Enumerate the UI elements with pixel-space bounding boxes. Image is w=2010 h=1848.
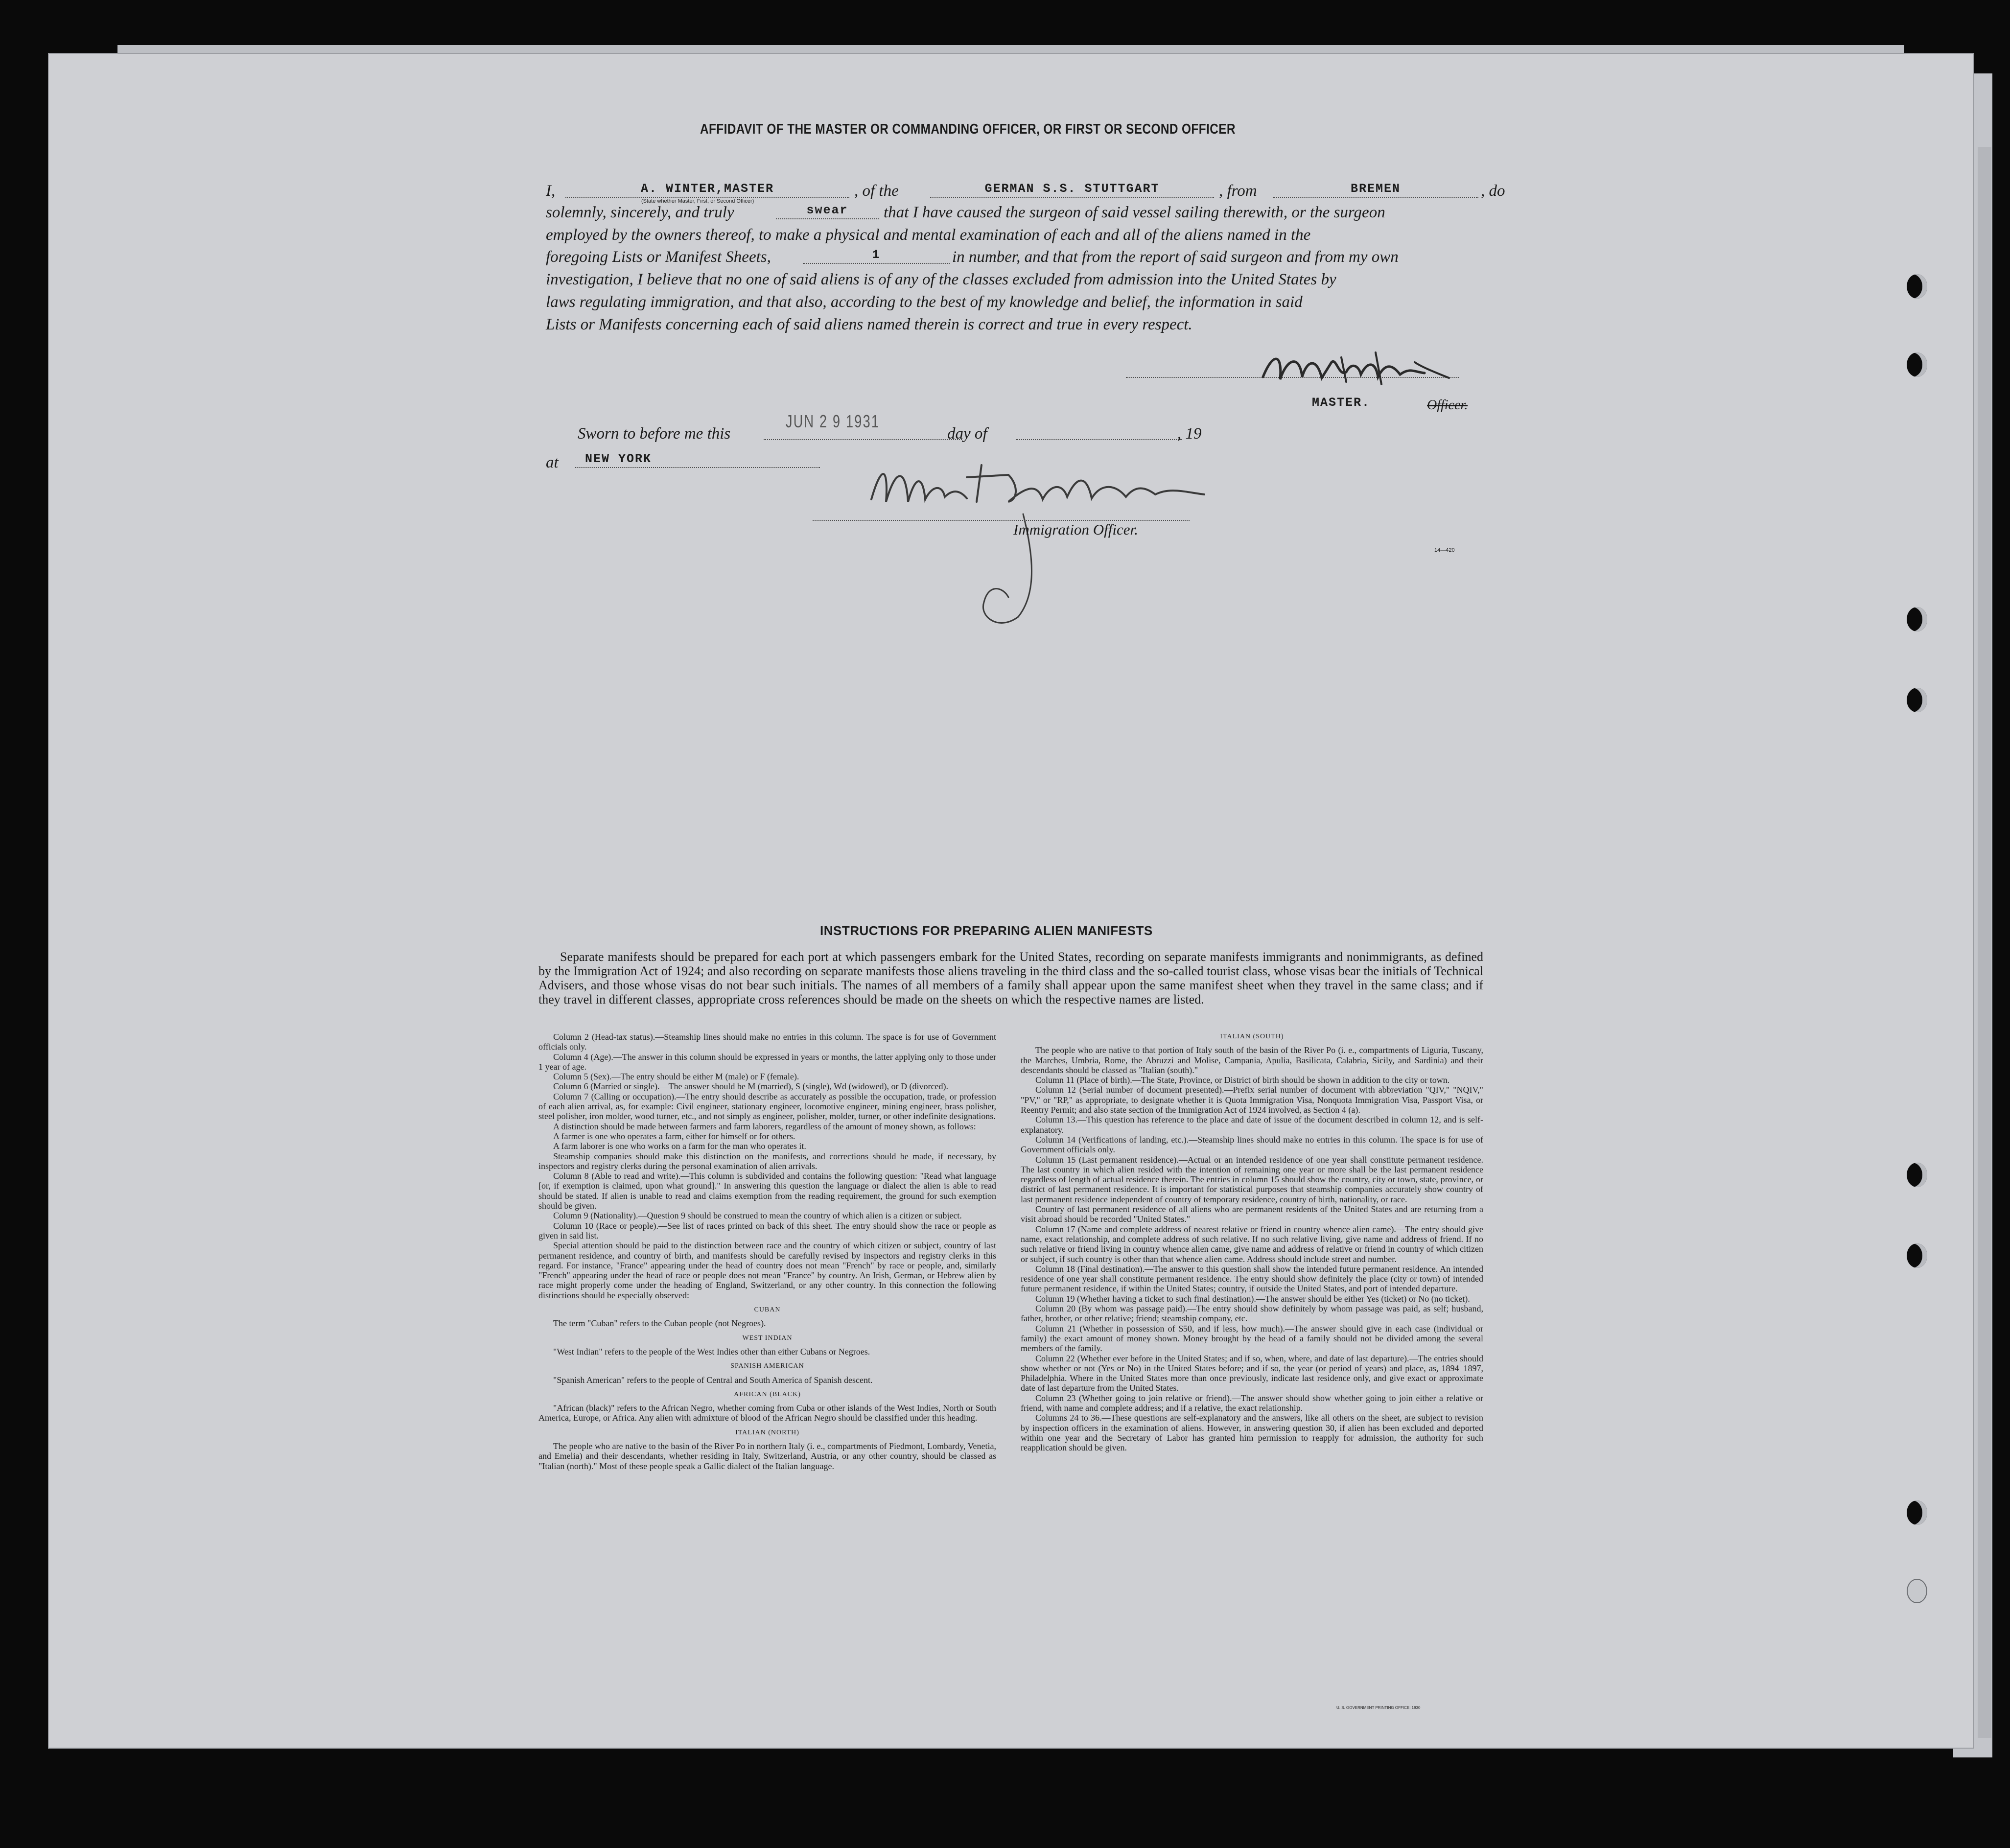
- heading-african: AFRICAN (BLACK): [734, 1390, 801, 1398]
- punch-hole: [1907, 1243, 1927, 1268]
- instruction-c17: Column 17 (Name and complete address of nearest relative or friend in country whence alien came).—The entry should give name, exact relationship, and complete address of such relative. If no such relative living, give name and address of friend. If no such relative or friend living in country whence alien came, give name and address of relative or friend in country of which citizen or subject, if such country is other than that whence alien came. Address should include street and number.: [1021, 1224, 1483, 1264]
- instruction-african: "African (black)" refers to the African Negro, whether coming from Cuba or other islands of the West Indies, North or South America, Europe, or Africa. Any alien with admixture of blood of the African Negro should be classified under this heading.: [538, 1403, 996, 1423]
- instruction-c15b: Country of last permanent residence of all aliens who are permanent residents of the United States and are returning from a visit abroad should be recorded "United States.": [1021, 1204, 1483, 1224]
- instruction-italian-north: The people who are native to the basin of the River Po in northern Italy (i. e., compartments of Piedmont, Lombardy, Venetia, and Emelia) and their descendants, whether residing in Italy, Switzerland, Austria, or any other country, should be classed as "Italian (north)." Most of these people speak a Gallic dialect of the Italian language.: [538, 1441, 996, 1471]
- instruction-c15: Column 15 (Last permanent residence).—Actual or an intended residence of one year shall constitute permanent residence. The last country in which alien resided with the intention of remaining one year or more shall be the last permanent residence regardless of length of actual residence therein. The entries in column 15 should show the country, city or town, state, province, or district of last permanent residence. It is important for statistical purposes that steamship companies accurately show country of last permanent residence independent of country of temporary residence, country of birth, nationality, or race.: [1021, 1154, 1483, 1204]
- instructions-left-column: [538, 1032, 996, 1471]
- instructions-intro: [538, 950, 1483, 1006]
- place-field: [575, 450, 820, 468]
- instruction-c9: Column 9 (Nationality).—Question 9 should be construed to mean the country of which alien is a citizen or subject.: [553, 1211, 962, 1221]
- instruction-c19: Column 19 (Whether having a ticket to such final destination).—The answer should be either Yes (ticket) or No (no ticket).: [1035, 1293, 1470, 1304]
- punch-hole: [1907, 352, 1927, 377]
- instruction-c2: Column 2 (Head-tax status).—Steamship lines should make no entries in this column. The space is for use of Government officials only.: [538, 1032, 996, 1052]
- day-of-text: day of: [947, 425, 987, 443]
- solemnly-text: solemnly, sincerely, and truly: [546, 204, 734, 221]
- immigration-officer-label: Immigration Officer.: [1013, 521, 1138, 538]
- sworn-day-line: [764, 439, 962, 440]
- affidavit-line-3: employed by the owners thereof, to make a physical and mental examination of each and all of the aliens named in the: [546, 226, 1311, 244]
- month-line: [1016, 439, 1182, 440]
- port-from: BREMEN: [1350, 182, 1401, 196]
- instruction-c18: Column 18 (Final destination).—The answer to this question shall show the intended future permanent residence. An intended residence of one year shall constitute permanent residence. The entry should show definitely the place (city or town) of intended future permanent residence, if within the United States; country, if outside the United States, and port of intended departure.: [1021, 1263, 1483, 1294]
- signer-title: MASTER.: [1312, 396, 1371, 410]
- affidavit-line-2: that I have caused the surgeon of said vessel sailing therewith, or the surgeon: [884, 204, 1385, 221]
- instruction-farmer: A farmer is one who operates a farm, either for himself or for others.: [553, 1131, 795, 1141]
- affidavit-title: AFFIDAVIT OF THE MASTER OR COMMANDING OFFICER, OR FIRST OR SECOND OFFICER: [700, 121, 1236, 137]
- instruction-c22: Column 22 (Whether ever before in the United States; and if so, when, where, and date of last departure).—The entries should show whether or not (Yes or No) in the United States before; and if so, the year (or period of years) and place, as, 1894–1897, Philadelphia. Where in the United States more than once previously, indicate last residence only, and give exact or approximate date of last departure from the United States.: [1021, 1353, 1483, 1393]
- form-number: 14—420: [1434, 547, 1455, 553]
- instruction-c4: Column 4 (Age).—The answer in this column should be expressed in years or months, the latter applying only to those under 1 year of age.: [538, 1052, 996, 1072]
- punch-hole: [1907, 688, 1927, 712]
- instruction-spanish-american: "Spanish American" refers to the people of Central and South America of Spanish descent.: [553, 1375, 873, 1385]
- sheet-count: 1: [872, 248, 881, 262]
- oath-word: swear: [806, 203, 848, 217]
- sworn-text: Sworn to before me this: [578, 425, 731, 443]
- instruction-italian-south: The people who are native to that portion of Italy south of the basin of the River Po (i. e., compartments of Liguria, Tuscany, the Marches, Umbria, Rome, the Abruzzi and Molise, Campania, Apulia, Basilicata, Calabria, Sicily, and Sardinia) and their descendants should be classed as "Italian (south).": [1021, 1045, 1483, 1075]
- instruction-c23: Column 23 (Whether going to join relative or friend).—The answer should show whether going to join either a relative or friend, with name and complete address; and if a relative, the exact relationship.: [1021, 1393, 1483, 1413]
- intro-paragraph: Separate manifests should be prepared for each port at which passengers embark for the United States, recording on separate manifests immigrants and nonimmigrants, as defined by the Immigration Act of 1924; and also recording on separate manifests those aliens traveling in the third class and the so-called tourist class, whose visas bear the initials of Technical Advisers, and those whose visas do not bear such initials. The names of all members of a family shall appear upon the same manifest sheet when they travel in the same class; and if they travel in different classes, appropriate cross references should be made on the sheets on which the respective names are listed.: [538, 950, 1483, 1006]
- instruction-west-indian: "West Indian" refers to the people of the West Indies other than either Cubans or Negroes.: [553, 1346, 870, 1357]
- instructions-right-column: [1021, 1032, 1483, 1452]
- affidavit-line-7: Lists or Manifests concerning each of said aliens named therein is correct and true in every respect.: [546, 316, 1192, 333]
- printing-office-note: U. S. GOVERNMENT PRINTING OFFICE: 1930: [1336, 1706, 1421, 1710]
- affidavit-line-5: investigation, I believe that no one of said aliens is of any of the classes excluded from admission into the United States by: [546, 271, 1336, 288]
- pronoun: I,: [546, 182, 556, 200]
- instruction-distinction: A distinction should be made between farmers and farm laborers, regardless of the amount of money shown, as follows:: [553, 1121, 976, 1131]
- of-the-text: , of the: [854, 182, 899, 200]
- instruction-c5: Column 5 (Sex).—The entry should be either M (male) or F (female).: [553, 1072, 799, 1082]
- under-sheet-right-2: [1978, 147, 1991, 1738]
- instruction-c6: Column 6 (Married or single).—The answer should be M (married), S (single), Wd (widowed), or D (divorced).: [553, 1081, 948, 1092]
- instruction-c7: Column 7 (Calling or occupation).—The entry should describe as accurately as possible the occupation, trade, or profession of each alien arrival, as, for example: Civil engineer, stationary engineer, locomotive engineer, mining engineer, brass polisher, steel polisher, iron molder, wood turner, etc., and not simply as engineer, polisher, molder, turner, or other indefinite designations.: [538, 1091, 996, 1122]
- punch-hole: [1907, 1500, 1927, 1525]
- master-name: A. WINTER,MASTER: [640, 182, 774, 196]
- instruction-c8: Column 8 (Able to read and write).—This column is subdivided and contains the following question: "Read what language [or, if exemption is claimed, upon what ground]." In answering this question the language or dialect the alien is able to read should be stated. If alien is unable to read and claims exemption from the reading requirement, the ground for such exemption should be given.: [538, 1171, 996, 1211]
- heading-italian-north: ITALIAN (NORTH): [735, 1428, 799, 1436]
- punch-hole: [1907, 1579, 1927, 1603]
- master-name-field: [565, 180, 849, 198]
- year-prefix: , 19: [1177, 425, 1202, 443]
- affidavit-line-6: laws regulating immigration, and that also, according to the best of my knowledge and belief, the information in said: [546, 293, 1303, 311]
- master-signature: [1253, 343, 1469, 397]
- sheet-count-field: [803, 246, 950, 264]
- instruction-c20: Column 20 (By whom was passage paid).—The entry should show definitely by whom passage was paid, as self; husband, father, brother, or other relative; friend; steamship company, etc.: [1021, 1304, 1483, 1324]
- instructions-title: INSTRUCTIONS FOR PREPARING ALIEN MANIFESTS: [820, 923, 1153, 938]
- officer-struck: Officer.: [1427, 398, 1468, 413]
- instruction-c11: Column 11 (Place of birth).—The State, Province, or District of birth should be shown in addition to the city or town.: [1035, 1075, 1450, 1085]
- vessel-name: GERMAN S.S. STUTTGART: [984, 182, 1160, 196]
- instruction-c14: Column 14 (Verifications of landing, etc.).—Steamship lines should make no entries in this column. The space is for use of Government officials only.: [1021, 1134, 1483, 1155]
- instruction-c12: Column 12 (Serial number of document presented).—Prefix serial number of document with abbreviation "QIV," "NQIV," "PV," or "RP," as appropriate, to designate whether it is Quota Immigration Visa, Nonquota Immigration Visa, Passport Visa, or Reentry Permit; and also state section of the Immigration Act of 1924 involved, as Section 4 (a).: [1021, 1085, 1483, 1115]
- date-stamp: JUN 2 9 1931: [786, 411, 880, 431]
- instruction-c21: Column 21 (Whether in possession of $50, and if less, how much).—The answer should give in each case (individual or family) the exact amount of money shown. Money brought by the head of a family should not be divided among the several members of the family.: [1021, 1323, 1483, 1354]
- heading-cuban: CUBAN: [754, 1306, 781, 1314]
- punch-hole: [1907, 607, 1927, 632]
- punch-hole: [1907, 274, 1927, 299]
- punch-hole: [1907, 1163, 1927, 1187]
- oath-field: [776, 202, 879, 219]
- instruction-laborer: A farm laborer is one who works on a farm for the man who operates it.: [553, 1141, 806, 1151]
- heading-west-indian: WEST INDIAN: [742, 1334, 793, 1342]
- instruction-special: Special attention should be paid to the distinction between race and the country of which citizen or subject, country of last permanent residence, and country of birth, and manifests should be carefully revised by inspectors and registry clerks in this regard. For instance, "France" appearing under the head of country does not mean "French" by race or people, and, similarly "French" appearing under the head of race or people does not mean "France" by country. An Irish, German, or Hebrew alien by race might properly come under the heading of England, Switzerland, or any other country. In this connection the following distinctions should be especially observed:: [538, 1240, 996, 1300]
- at-text: at: [546, 454, 559, 471]
- heading-italian-south: ITALIAN (SOUTH): [1220, 1033, 1284, 1040]
- instruction-c13: Column 13.—This question has reference to the place and date of issue of the document described in column 12, and is self-explanatory.: [1021, 1115, 1483, 1135]
- instruction-steamship: Steamship companies should make this distinction on the manifests, and corrections should be made, if necessary, by inspectors and registry clerks during the personal examination of alien arrivals.: [538, 1151, 996, 1171]
- affidavit-line-1: [546, 182, 555, 200]
- place-name: NEW YORK: [585, 452, 652, 466]
- heading-spanish-american: SPANISH AMERICAN: [730, 1362, 804, 1370]
- port-from-field: [1273, 180, 1478, 198]
- from-text: , from: [1219, 182, 1257, 200]
- instruction-c10: Column 10 (Race or people).—See list of races printed on back of this sheet. The entry should show the race or people as given in said list.: [538, 1220, 996, 1240]
- do-text: , do: [1481, 182, 1505, 200]
- affidavit-line-4a: foregoing Lists or Manifest Sheets,: [546, 248, 771, 266]
- rank-note: (State whether Master, First, or Second Officer): [641, 198, 754, 204]
- affidavit-line-4b: in number, and that from the report of said surgeon and from my own: [952, 248, 1399, 266]
- immigration-officer-signature: [862, 455, 1263, 632]
- instruction-cuban: The term "Cuban" refers to the Cuban people (not Negroes).: [553, 1318, 766, 1329]
- instruction-c24: Columns 24 to 36.—These questions are self-explanatory and the answers, like all others on the sheet, are subject to revision by inspection officers in the examination of aliens. However, in answering question 30, if alien has been excluded and deported within one year and the Secretary of Labor has granted him permission to reapply for admission, the authority for such reapplication should be given.: [1021, 1413, 1483, 1453]
- vessel-field: [930, 180, 1214, 198]
